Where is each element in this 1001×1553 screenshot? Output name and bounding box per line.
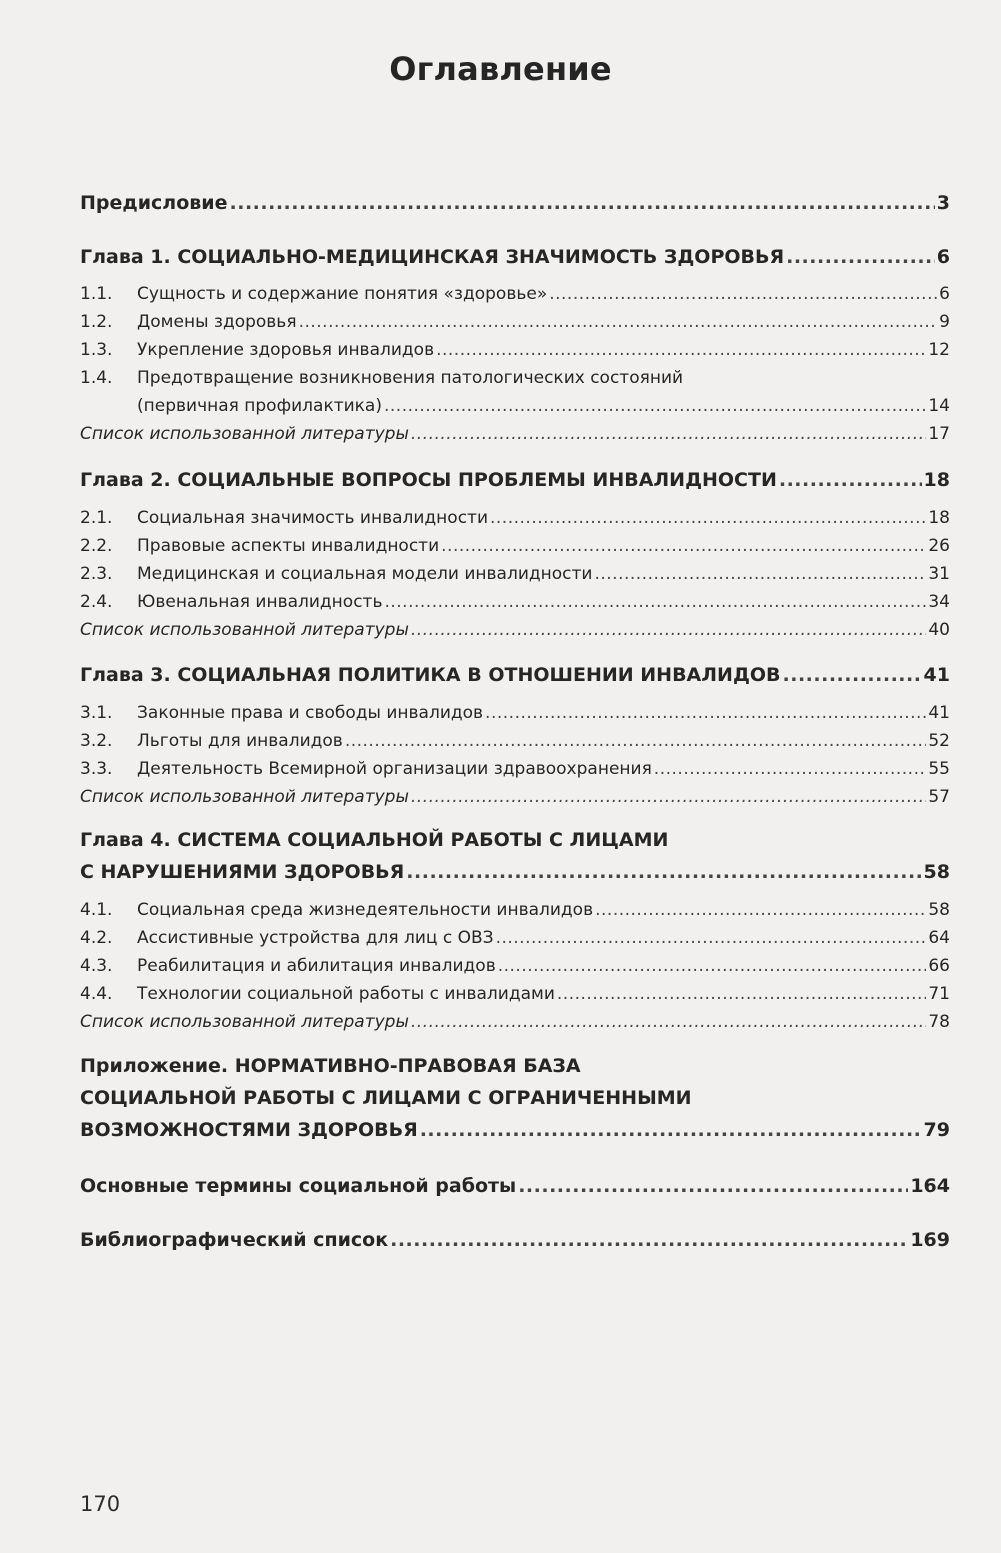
toc-entry-appendix-line1[interactable] xyxy=(80,1055,581,1077)
toc-entry-chapter-3[interactable] xyxy=(80,664,950,686)
section-number: 4.1. xyxy=(80,900,113,920)
toc-entry-2-3[interactable] xyxy=(80,564,950,584)
entry-page: 71 xyxy=(928,984,950,1004)
toc-entry-4-1[interactable] xyxy=(80,900,950,920)
section-number: 3.3. xyxy=(80,759,113,779)
page-title: Оглавление xyxy=(389,50,612,88)
entry-page: 64 xyxy=(928,928,950,948)
section-label: Реабилитация и абилитация инвалидов xyxy=(137,956,496,976)
section-label: Социальная среда жизнедеятельности инвалидов xyxy=(137,900,594,920)
dot-leader xyxy=(420,1119,922,1141)
dot-leader xyxy=(230,192,935,214)
section-number: 2.3. xyxy=(80,564,113,584)
toc-entry-appendix-line2[interactable] xyxy=(80,1087,692,1109)
section-label: Правовые аспекты инвалидности xyxy=(137,536,440,556)
entry-page: 169 xyxy=(910,1229,950,1251)
dot-leader xyxy=(384,396,926,416)
entry-page: 66 xyxy=(928,956,950,976)
dot-leader xyxy=(595,900,926,920)
dot-leader xyxy=(498,956,927,976)
references-label: Список использованной литературы xyxy=(80,424,409,444)
chapter-title: Глава 1. СОЦИАЛЬНО-МЕДИЦИНСКАЯ ЗНАЧИМОСТЬ ЗДОРОВЬЯ xyxy=(80,246,785,268)
references-label: Список использованной литературы xyxy=(80,787,409,807)
toc-entry-3-1[interactable] xyxy=(80,703,950,723)
entry-page: 40 xyxy=(928,620,950,640)
section-number: 3.2. xyxy=(80,731,113,751)
section-number: 2.2. xyxy=(80,536,113,556)
toc-entry-3-2[interactable] xyxy=(80,731,950,751)
entry-page: 79 xyxy=(923,1119,950,1141)
dot-leader xyxy=(594,564,926,584)
appendix-title-continued: СОЦИАЛЬНОЙ РАБОТЫ С ЛИЦАМИ С ОГРАНИЧЕННЫМИ xyxy=(80,1087,692,1109)
entry-page: 34 xyxy=(928,592,950,612)
toc-entry-preface[interactable] xyxy=(80,192,950,214)
appendix-title-continued: ВОЗМОЖНОСТЯМИ ЗДОРОВЬЯ xyxy=(80,1119,418,1141)
section-number: 1.3. xyxy=(80,340,113,360)
section-label: Законные права и свободы инвалидов xyxy=(137,703,484,723)
chapter-title: Глава 2. СОЦИАЛЬНЫЕ ВОПРОСЫ ПРОБЛЕМЫ ИНВАЛИДНОСТИ xyxy=(80,469,777,491)
toc-entry-2-1[interactable] xyxy=(80,508,950,528)
section-label: Домены здоровья xyxy=(137,312,297,332)
entry-page: 14 xyxy=(928,396,950,416)
section-number: 1.4. xyxy=(80,368,113,388)
dot-leader xyxy=(411,424,926,444)
toc-entry-4-3[interactable] xyxy=(80,956,950,976)
entry-page: 6 xyxy=(936,246,950,268)
toc-entry-ch3-references[interactable] xyxy=(80,787,950,807)
section-label: Ассистивные устройства для лиц с ОВЗ xyxy=(137,928,494,948)
dot-leader xyxy=(490,508,926,528)
chapter-title-continued: С НАРУШЕНИЯМИ ЗДОРОВЬЯ xyxy=(80,861,405,883)
section-label: Медицинская и социальная модели инвалидности xyxy=(137,564,593,584)
dot-leader xyxy=(783,664,922,686)
toc-entry-ch2-references[interactable] xyxy=(80,620,950,640)
dot-leader xyxy=(485,703,926,723)
toc-entry-ch4-references[interactable] xyxy=(80,1012,950,1032)
page-number: 170 xyxy=(80,1492,121,1516)
dot-leader xyxy=(411,787,926,807)
entry-page: 58 xyxy=(923,861,950,883)
toc-entry-1-4-line1[interactable] xyxy=(80,368,683,388)
toc-entry-chapter-2[interactable] xyxy=(80,469,950,491)
entry-page: 26 xyxy=(928,536,950,556)
section-number: 4.2. xyxy=(80,928,113,948)
dot-leader xyxy=(496,928,927,948)
toc-entry-ch1-references[interactable] xyxy=(80,424,950,444)
section-number: 3.1. xyxy=(80,703,113,723)
entry-page: 41 xyxy=(923,664,950,686)
entry-page: 31 xyxy=(928,564,950,584)
section-label: Предотвращение возникновения патологических состояний xyxy=(137,368,684,388)
dot-leader xyxy=(779,469,922,491)
entry-page: 9 xyxy=(939,312,950,332)
toc-entry-bibliography[interactable] xyxy=(80,1229,950,1251)
dot-leader xyxy=(518,1175,908,1197)
toc-entry-3-3[interactable] xyxy=(80,759,950,779)
chapter-title: Глава 3. СОЦИАЛЬНАЯ ПОЛИТИКА В ОТНОШЕНИИ ИНВАЛИДОВ xyxy=(80,664,781,686)
toc-entry-4-2[interactable] xyxy=(80,928,950,948)
section-label: Льготы для инвалидов xyxy=(137,731,343,751)
section-label: Технологии социальной работы с инвалидами xyxy=(137,984,555,1004)
references-label: Список использованной литературы xyxy=(80,620,409,640)
entry-page: 12 xyxy=(928,340,950,360)
entry-page: 164 xyxy=(910,1175,950,1197)
dot-leader xyxy=(345,731,927,751)
dot-leader xyxy=(411,1012,926,1032)
dot-leader xyxy=(654,759,927,779)
dot-leader xyxy=(549,284,937,304)
toc-entry-appendix-line3[interactable] xyxy=(80,1119,950,1141)
section-label: Ювенальная инвалидность xyxy=(137,592,383,612)
toc-entry-2-4[interactable] xyxy=(80,592,950,612)
entry-page: 78 xyxy=(928,1012,950,1032)
section-number: 2.1. xyxy=(80,508,113,528)
toc-entry-1-2[interactable] xyxy=(80,312,950,332)
toc-entry-chapter-4-line2[interactable] xyxy=(80,861,950,883)
section-number: 4.4. xyxy=(80,984,113,1004)
entry-label: Предисловие xyxy=(80,192,228,214)
chapter-title: Глава 4. СИСТЕМА СОЦИАЛЬНОЙ РАБОТЫ С ЛИЦАМИ xyxy=(80,829,669,851)
dot-leader xyxy=(299,312,938,332)
dot-leader xyxy=(411,620,926,640)
toc-entry-2-2[interactable] xyxy=(80,536,950,556)
section-number: 1.1. xyxy=(80,284,113,304)
section-label: Сущность и содержание понятия «здоровье» xyxy=(137,284,548,304)
section-label-continued: (первичная профилактика) xyxy=(137,396,382,416)
dot-leader xyxy=(384,592,926,612)
toc-entry-chapter-4-line1[interactable] xyxy=(80,829,668,851)
toc-entry-terms[interactable] xyxy=(80,1175,950,1197)
entry-page: 3 xyxy=(936,192,950,214)
entry-label: Основные термины социальной работы xyxy=(80,1175,517,1197)
entry-page: 52 xyxy=(928,731,950,751)
dot-leader xyxy=(436,340,926,360)
references-label: Список использованной литературы xyxy=(80,1012,409,1032)
section-label: Социальная значимость инвалидности xyxy=(137,508,488,528)
section-number: 4.3. xyxy=(80,956,113,976)
toc-entry-1-1[interactable] xyxy=(80,284,950,304)
entry-label: Библиографический список xyxy=(80,1229,389,1251)
entry-page: 18 xyxy=(928,508,950,528)
toc-entry-1-4-line2[interactable] xyxy=(80,396,950,416)
entry-page: 17 xyxy=(928,424,950,444)
dot-leader xyxy=(557,984,926,1004)
section-number: 2.4. xyxy=(80,592,113,612)
entry-page: 6 xyxy=(939,284,950,304)
toc-entry-1-3[interactable] xyxy=(80,340,950,360)
appendix-title: Приложение. НОРМАТИВНО-ПРАВОВАЯ БАЗА xyxy=(80,1055,581,1077)
dot-leader xyxy=(390,1229,908,1251)
dot-leader xyxy=(786,246,935,268)
toc-entry-chapter-1[interactable] xyxy=(80,246,950,268)
section-number: 1.2. xyxy=(80,312,113,332)
section-label: Деятельность Всемирной организации здравоохранения xyxy=(137,759,652,779)
entry-page: 41 xyxy=(928,703,950,723)
dot-leader xyxy=(441,536,926,556)
dot-leader xyxy=(406,861,921,883)
entry-page: 57 xyxy=(928,787,950,807)
entry-page: 55 xyxy=(928,759,950,779)
entry-page: 18 xyxy=(923,469,950,491)
toc-entry-4-4[interactable] xyxy=(80,984,950,1004)
section-label: Укрепление здоровья инвалидов xyxy=(137,340,435,360)
entry-page: 58 xyxy=(928,900,950,920)
